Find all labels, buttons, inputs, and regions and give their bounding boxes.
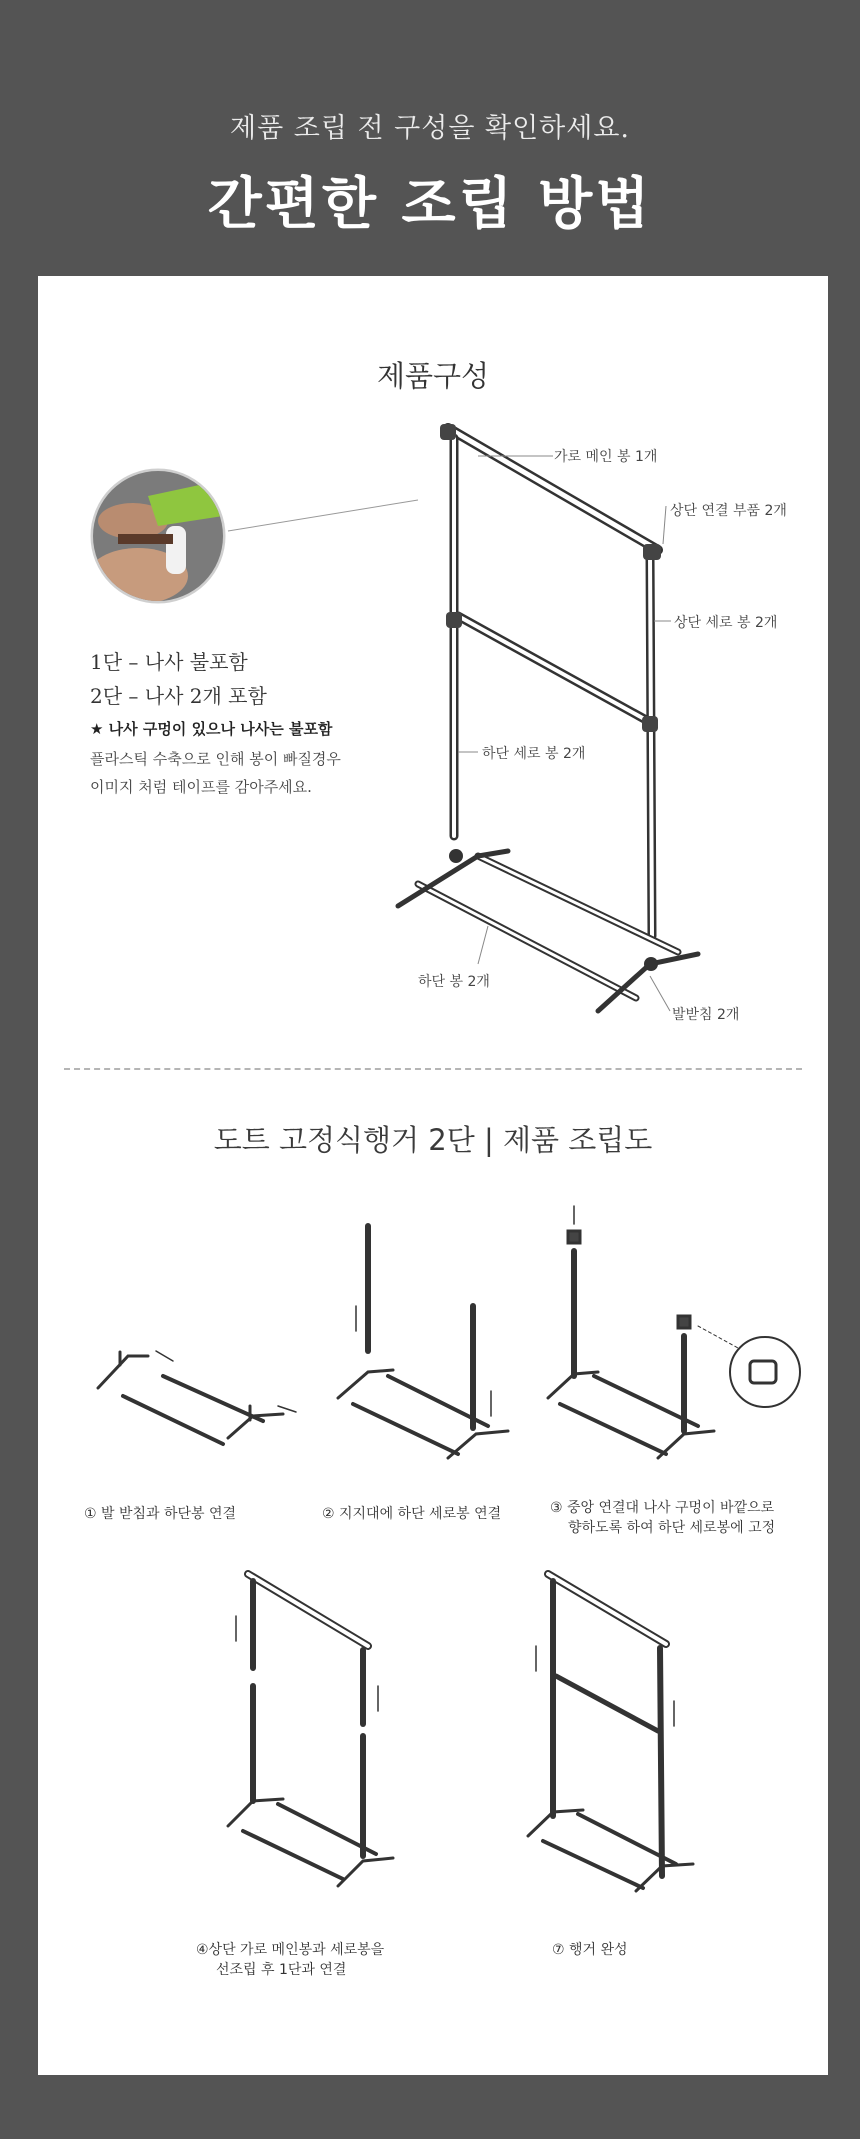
step3-diagram (548, 1206, 800, 1458)
note-screw: ★ 나사 구멍이 있으나 나사는 불포함 (90, 720, 333, 738)
header-subtitle: 제품 조립 전 구성을 확인하세요. (230, 113, 630, 144)
components-title: 제품구성 (376, 359, 490, 393)
step5-diagram (528, 1574, 693, 1891)
step5-caption: ⑦ 행거 완성 (552, 1942, 628, 1958)
label-upper-pole: 상단 세로 봉 2개 (674, 615, 778, 631)
step4-caption-line2: 선조립 후 1단과 연결 (216, 1962, 347, 1978)
step1-diagram (98, 1351, 296, 1444)
note-tape: 이미지 처럼 테이프를 감아주세요. (90, 778, 312, 796)
content-card (38, 276, 828, 2075)
label-top-bar: 가로 메인 봉 1개 (554, 449, 658, 465)
header (0, 0, 860, 276)
assembly-diagrams (38, 1176, 828, 2036)
header-title: 간편한 조립 방법 (207, 171, 653, 237)
label-bottom-bar: 하단 봉 2개 (418, 974, 490, 990)
step2-diagram (338, 1226, 508, 1458)
note-1tier: 1단 – 나사 불포함 (90, 650, 248, 674)
step2-caption: ② 지지대에 하단 세로봉 연결 (322, 1506, 502, 1522)
label-top-joint: 상단 연결 부품 2개 (670, 503, 787, 519)
step1-caption: ① 발 받침과 하단봉 연결 (84, 1506, 237, 1522)
label-foot: 발받침 2개 (672, 1007, 740, 1023)
assembly-title: 도트 고정식행거 2단 | 제품 조립도 (213, 1123, 653, 1157)
step4-diagram (228, 1574, 393, 1886)
step4-caption-line1: ④상단 가로 메인봉과 세로봉을 (196, 1942, 385, 1958)
tape-photo-thumbnail (88, 470, 224, 604)
note-2tier: 2단 – 나사 2개 포함 (90, 684, 267, 708)
section-divider (64, 1068, 802, 1070)
step3-caption-line1: ③ 중앙 연결대 나사 구멍이 바깥으로 (550, 1500, 775, 1516)
label-lower-pole: 하단 세로 봉 2개 (482, 746, 586, 762)
note-shrink: 플라스틱 수축으로 인해 봉이 빠질경우 (90, 750, 341, 768)
step3-caption-line2: 향하도록 하여 하단 세로봉에 고정 (568, 1520, 776, 1536)
